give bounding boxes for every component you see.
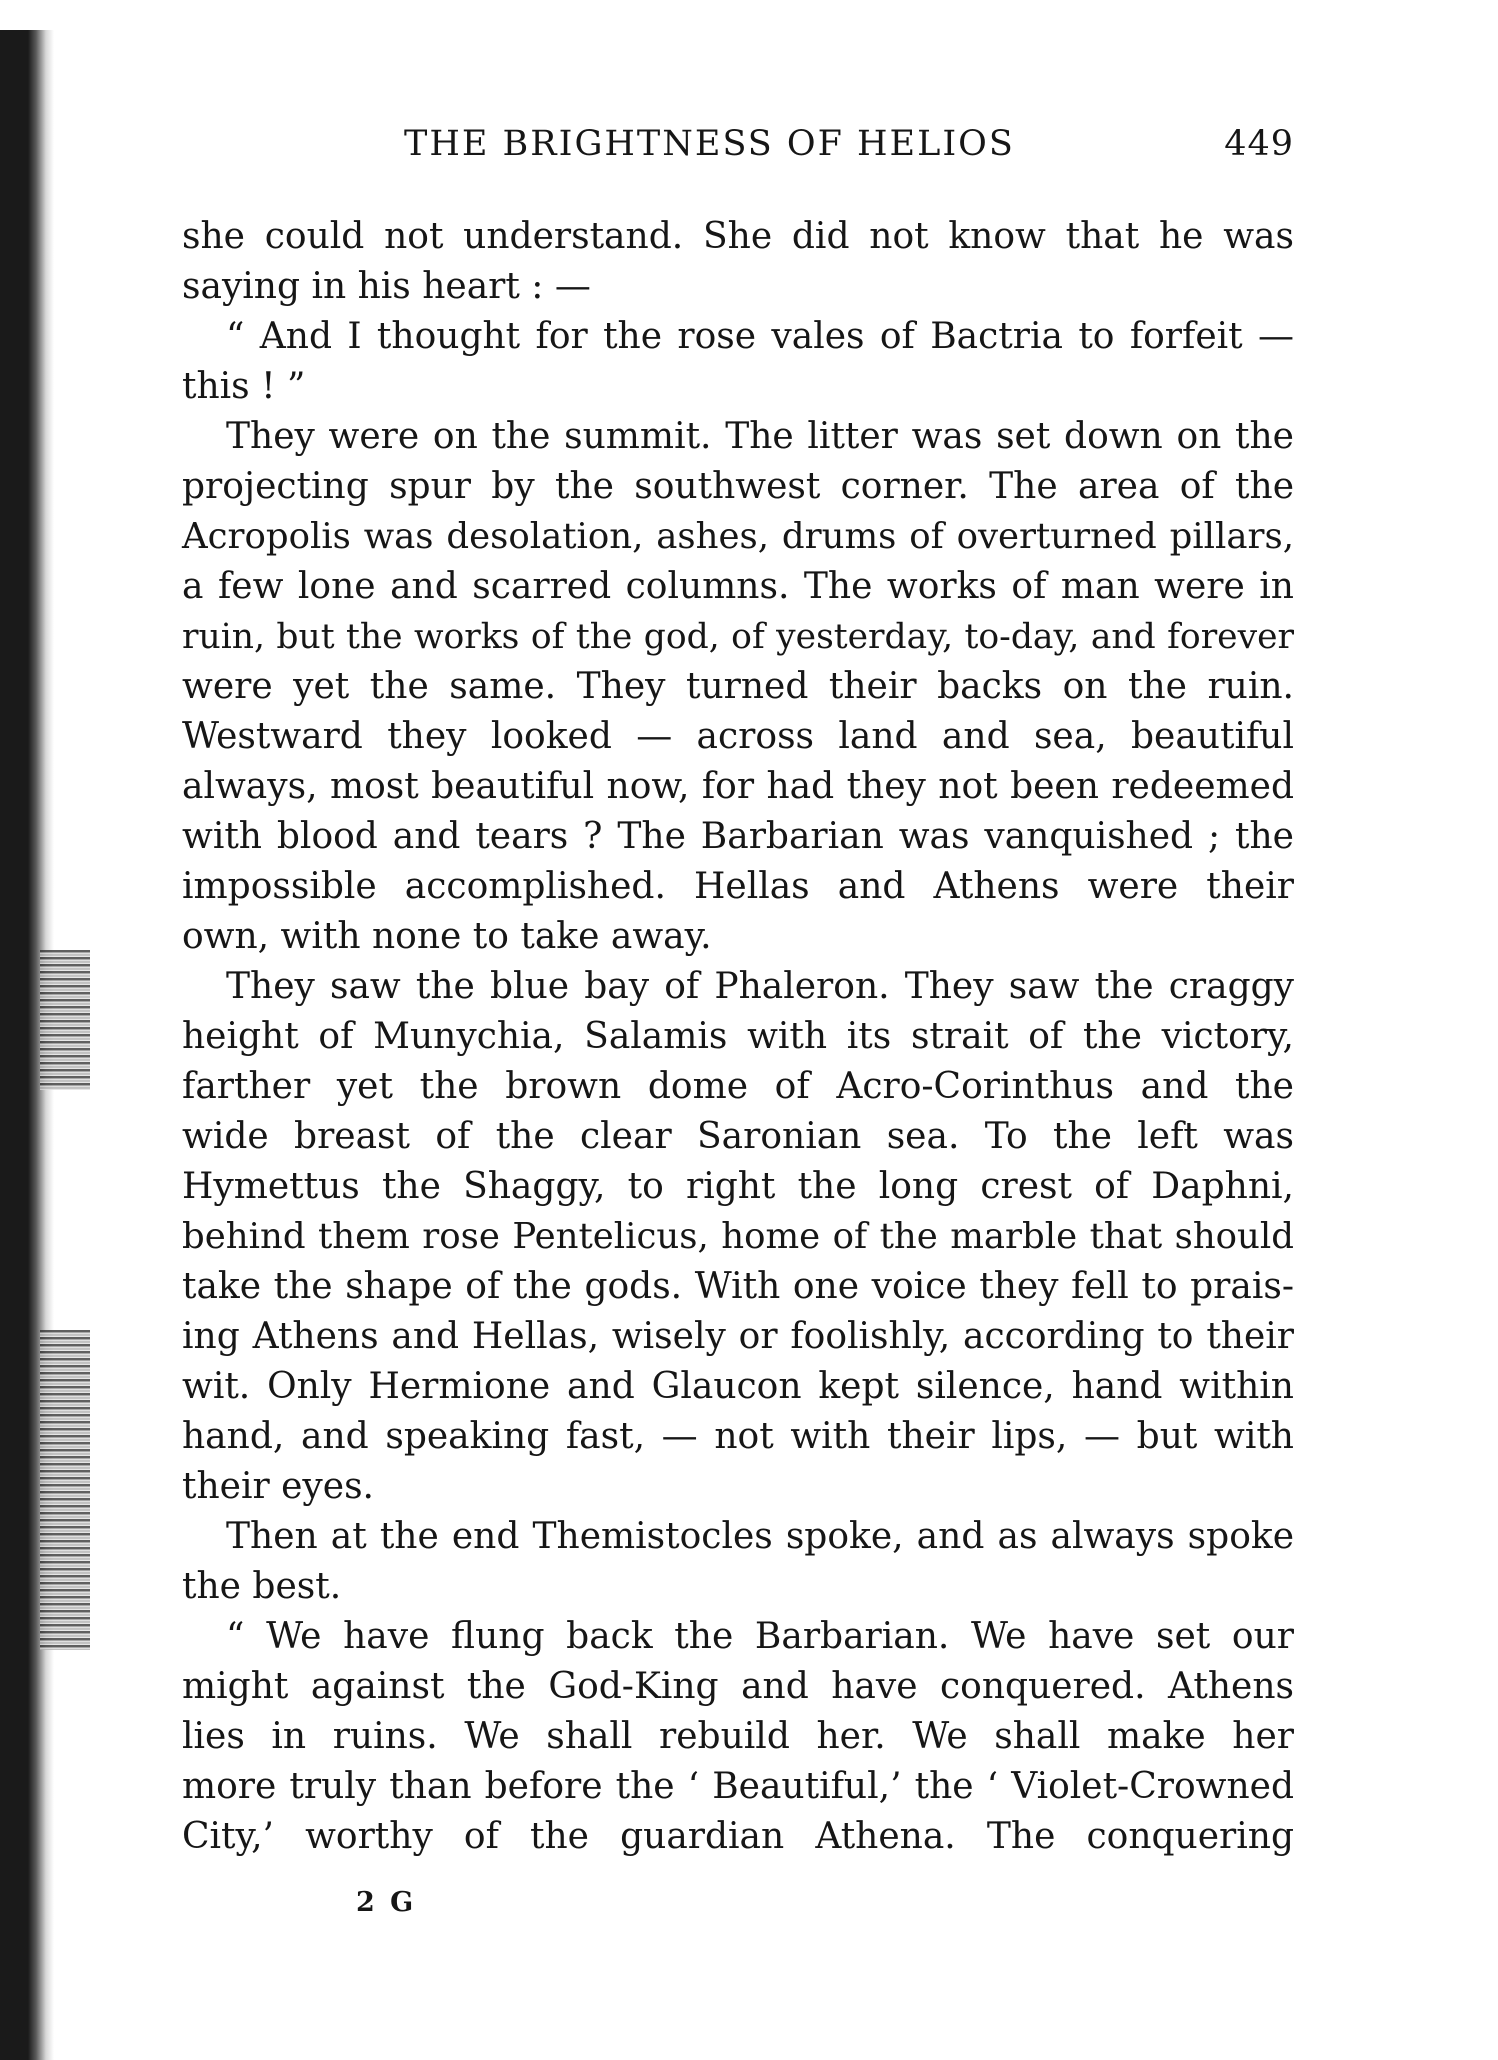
- text-line: Acropolis was desolation, ashes, drums of overturned pillars,: [182, 516, 1294, 557]
- text-line: wide breast of the clear Saronian sea. To the left was: [182, 1116, 1294, 1157]
- text-line: They saw the blue bay of Phaleron. They saw the craggy: [226, 966, 1294, 1007]
- body-text: [182, 212, 1294, 1862]
- text-line: behind them rose Pentelicus, home of the marble that should: [182, 1216, 1294, 1257]
- text-line: height of Munychia, Salamis with its strait of the victory,: [182, 1016, 1294, 1057]
- binding-speckle: [40, 950, 90, 1090]
- text-line: Hymettus the Shaggy, to right the long crest of Daphni,: [182, 1166, 1294, 1207]
- text-line: Westward they looked — across land and sea, beautiful: [182, 716, 1294, 757]
- text-line: might against the God-King and have conquered. Athens: [182, 1666, 1294, 1707]
- text-line: projecting spur by the southwest corner. The area of the: [182, 466, 1294, 507]
- text-line: farther yet the brown dome of Acro-Corinthus and the: [182, 1066, 1294, 1107]
- text-line: City,’ worthy of the guardian Athena. The conquering: [182, 1816, 1294, 1857]
- text-line: Then at the end Themistocles spoke, and as always spoke: [226, 1516, 1294, 1557]
- text-line: more truly than before the ‘ Beautiful,’ the ‘ Violet-Crowned: [182, 1766, 1294, 1807]
- binding-edge: [0, 30, 54, 2060]
- text-line: ruin, but the works of the god, of yesterday, to-day, and forever: [182, 617, 1294, 657]
- text-line: their eyes.: [182, 1466, 374, 1507]
- text-line: a few lone and scarred columns. The works of man were in: [182, 566, 1294, 607]
- text-line: the best.: [182, 1566, 342, 1607]
- text-line: she could not understand. She did not know that he was: [182, 216, 1294, 257]
- text-line: this ! ”: [182, 366, 306, 407]
- running-title: THE BRIGHTNESS OF HELIOS: [404, 124, 1015, 164]
- text-line: “ And I thought for the rose vales of Bactria to forfeit —: [226, 316, 1294, 357]
- text-line: ing Athens and Hellas, wisely or foolishly, according to their: [182, 1316, 1294, 1357]
- text-line: take the shape of the gods. With one voice they fell to prais-: [182, 1266, 1294, 1307]
- text-line: impossible accomplished. Hellas and Athens were their: [182, 866, 1294, 907]
- text-line: always, most beautiful now, for had they not been redeemed: [182, 766, 1294, 807]
- text-line: with blood and tears ? The Barbarian was vanquished ; the: [182, 816, 1294, 857]
- text-line: hand, and speaking fast, — not with their lips, — but with: [182, 1416, 1294, 1457]
- signature-mark: 2 G: [356, 1887, 417, 1918]
- binding-speckle: [40, 1330, 90, 1650]
- text-line: saying in his heart : —: [182, 266, 591, 307]
- running-header: [182, 124, 1294, 174]
- text-line: lies in ruins. We shall rebuild her. We shall make her: [182, 1716, 1294, 1757]
- text-line: own, with none to take away.: [182, 916, 712, 957]
- text-line: wit. Only Hermione and Glaucon kept silence, hand within: [182, 1366, 1294, 1407]
- text-line: They were on the summit. The litter was set down on the: [226, 416, 1294, 457]
- page-number: 449: [1224, 124, 1294, 164]
- text-line: were yet the same. They turned their backs on the ruin.: [182, 666, 1294, 707]
- text-line: “ We have flung back the Barbarian. We have set our: [226, 1616, 1294, 1657]
